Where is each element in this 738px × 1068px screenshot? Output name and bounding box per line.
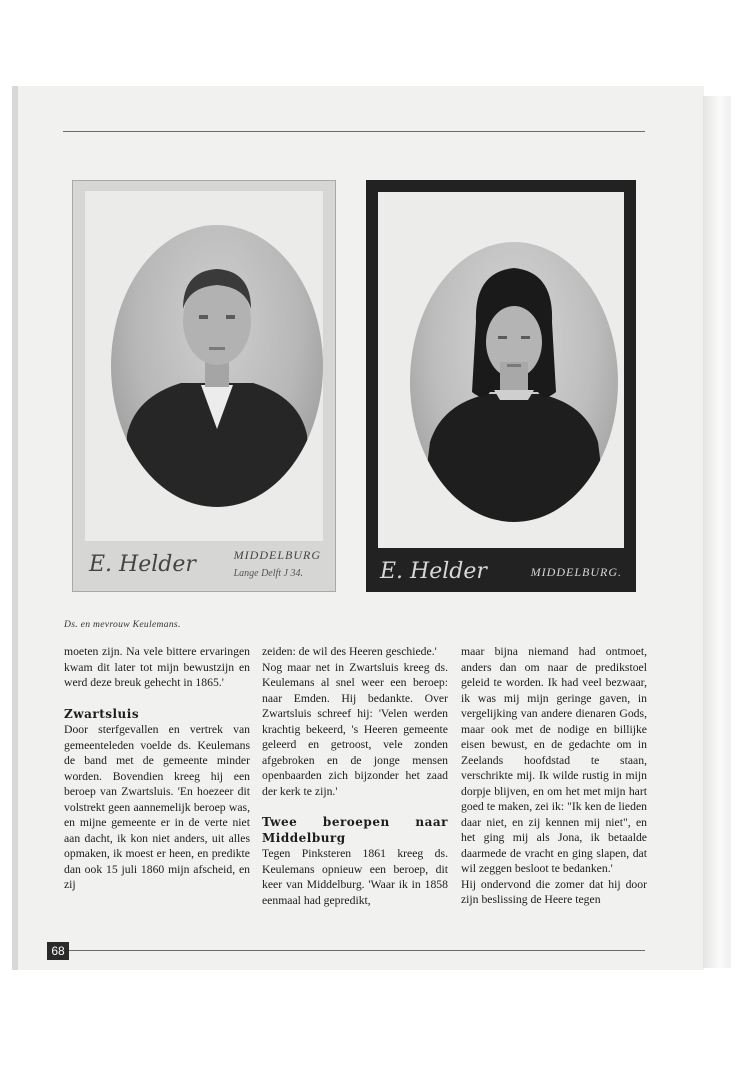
photographer-signature-left: E. Helder [89, 552, 196, 577]
paragraph: Tegen Pinksteren 1861 kreeg ds. Keulemans opnieuw een beroep, dit keer van Middelburg. 'Waar ik in 1858 eenmaal had gepredikt, [262, 847, 448, 907]
bottom-rule [68, 950, 645, 951]
portrait-oval-man [111, 225, 323, 507]
section-heading-zwartsluis: Zwartsluis [64, 706, 140, 721]
paragraph: maar bijna niemand had ontmoet, anders dan om naar de predikstoel geleid te worden. Ik had veel bezwaar, ik was mij mijn geringe gaven, in vergelijking van andere dienaren Gods, maar ook met de nodige en billijke eisen bewust, en de gedachte om in Zeelands hoofdstad te staan, verschrikte mij. Ik wilde rustig in mijn dorpje blijven, en om het met mijn hart goed te maken, zei ik: "Ik ken de lieden daar niet, en zij kennen mij niet", en het ging mij als Jona, ik betaalde daarmede de vracht en ging slapen, dat wil zeggen besloot te bedanken.' [461, 645, 647, 875]
man-portrait-image [111, 225, 323, 507]
photographer-address-left: Lange Delft J 34. [233, 568, 303, 579]
paragraph: Hij ondervond die zomer dat hij door zijn beslissing de Heere tegen [461, 877, 647, 906]
woman-portrait-image [410, 242, 618, 522]
paragraph: moeten zijn. Na vele bittere ervaringen kwam dit later tot mijn bewustzijn en werd deze breuk gehecht in 1865.' [64, 645, 250, 689]
text-column-3 [461, 644, 647, 908]
paragraph: Door sterfgevallen en vertrek van gemeenteleden voelde ds. Keulemans de band met de gemeente minder worden. Bovendien kreeg hij een beroep van Zwartsluis. 'En hoezeer dit volstrekt geen aannemelijk beroep was, en mijne gemeente er in de verte niet aan dacht, ik kon niet anders, uit alles opmaken, ik moest er heen, en predikte dan ook 15 juli 1860 mijn afscheid, en zij [64, 723, 250, 891]
portrait-mount-right [378, 192, 624, 548]
page-number: 68 [47, 942, 69, 960]
paragraph: Nog maar net in Zwartsluis kreeg ds. Keulemans al snel weer een beroep: naar Emden. Hij bedankte. Over Zwartsluis schreef hij: 'Velen werden krachtig bekeerd, 's Heeren gemeente geleerd en getroost, vele zonden afgebroken en de jonge mensen openbaarden zich bijzonder het zaad der kerk te zijn.' [262, 660, 448, 798]
portrait-card-right [366, 180, 636, 592]
portrait-oval-woman [410, 242, 618, 522]
photographer-city-left: MIDDELBURG [233, 548, 321, 562]
page-gutter [703, 96, 731, 968]
photographer-signature-right: E. Helder [380, 559, 487, 584]
paragraph: zeiden: de wil des Heeren geschiede.' [262, 645, 437, 658]
photographer-city-right: MIDDELBURG. [530, 565, 622, 579]
photo-caption: Ds. en mevrouw Keulemans. [64, 619, 181, 630]
portrait-card-left [72, 180, 336, 592]
portrait-mount-left [85, 191, 323, 541]
text-column-1 [64, 644, 250, 893]
section-heading-middelburg: Twee beroepen naar Middelburg [262, 815, 448, 845]
text-column-2 [262, 644, 448, 908]
top-rule [63, 131, 645, 132]
